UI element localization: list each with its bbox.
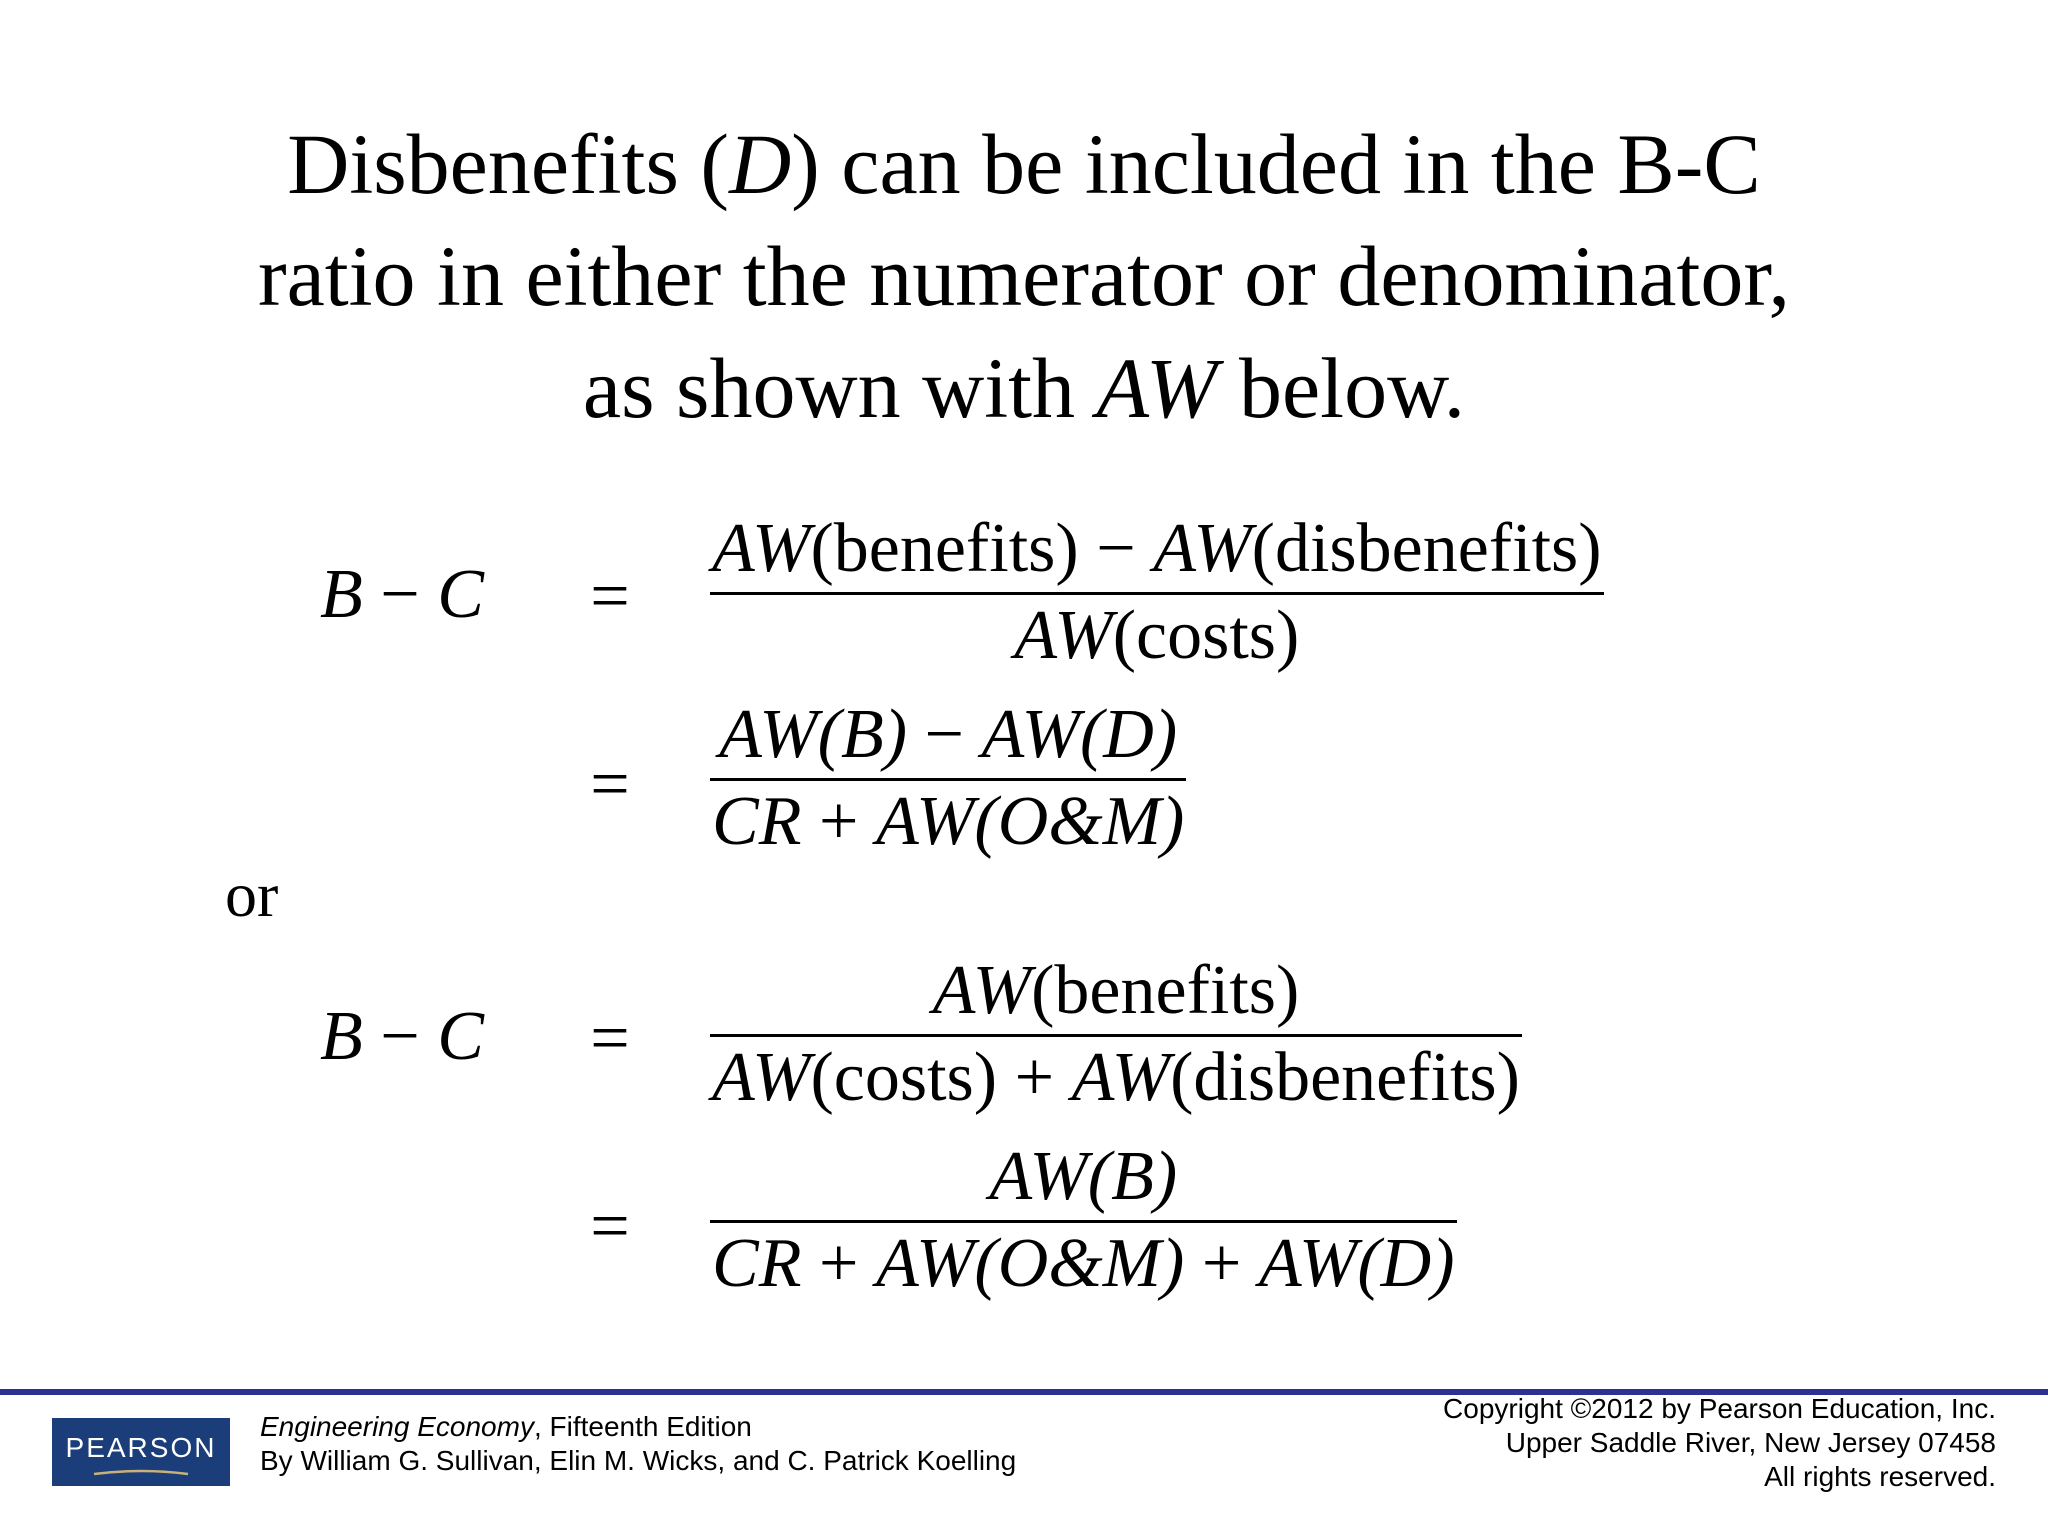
var-c: C — [437, 556, 484, 633]
var-aw: AW — [719, 696, 818, 773]
copyright-line-3: All rights reserved. — [1764, 1461, 1996, 1492]
book-authors: By William G. Sullivan, Elin M. Wicks, and C. Patrick Koelling — [260, 1445, 1017, 1476]
equation-1-fraction — [710, 510, 1604, 674]
heading-text: below. — [1217, 340, 1466, 436]
plus-sign: + — [818, 783, 859, 860]
fraction-bar — [710, 592, 1604, 595]
heading-text: as shown with — [582, 340, 1097, 436]
arg-text: (benefits) — [1031, 952, 1300, 1029]
equation-1-lhs — [320, 556, 520, 633]
logo-swoosh-icon — [92, 1468, 190, 1478]
equation-3-numerator — [710, 952, 1522, 1029]
plus-sign: + — [1014, 1039, 1055, 1116]
copyright-notice — [1443, 1392, 1996, 1494]
var-aw: AW — [989, 1138, 1088, 1215]
var-aw: AW — [875, 783, 975, 860]
var-aw: AW — [981, 696, 1080, 773]
book-title-line — [260, 1410, 1016, 1444]
book-title: Engineering Economy — [260, 1411, 534, 1442]
equation-3-lhs — [320, 998, 520, 1075]
fraction-bar — [710, 1220, 1457, 1223]
equation-2-fraction — [710, 696, 1186, 860]
book-citation — [260, 1410, 1016, 1478]
arg-text: (D) — [1080, 696, 1178, 773]
slide-heading — [0, 108, 2048, 444]
minus-sign: − — [924, 696, 965, 773]
equation-4-fraction — [710, 1138, 1457, 1302]
arg-text: (D) — [1357, 1225, 1455, 1302]
heading-line-1 — [0, 108, 2048, 220]
minus-sign: − — [380, 998, 420, 1075]
var-aw: AW — [712, 510, 811, 587]
var-aw: AW — [1153, 510, 1252, 587]
var-cr: CR — [712, 783, 802, 860]
fraction-bar — [710, 778, 1186, 781]
arg-text: (costs) — [810, 1039, 998, 1116]
var-aw: AW — [875, 1225, 975, 1302]
arg-text: (disbenefits) — [1251, 510, 1602, 587]
equation-3-denominator — [710, 1039, 1522, 1116]
arg-text: (B) — [817, 696, 908, 773]
book-edition: , Fifteenth Edition — [533, 1411, 752, 1442]
heading-variable-d: D — [729, 116, 792, 212]
heading-variable-aw: AW — [1096, 340, 1218, 436]
arg-text: (disbenefits) — [1170, 1039, 1520, 1116]
var-aw: AW — [1071, 1039, 1171, 1116]
minus-sign: − — [1096, 510, 1136, 587]
equation-2-equals: = — [590, 746, 630, 823]
equation-2-numerator — [710, 696, 1186, 773]
var-b: B — [320, 998, 363, 1075]
heading-line-3 — [0, 332, 2048, 444]
var-aw: AW — [1014, 597, 1113, 674]
copyright-line-1: Copyright ©2012 by Pearson Education, Inc. — [1443, 1393, 1996, 1424]
minus-sign: − — [380, 556, 420, 633]
or-connector: or — [225, 859, 279, 930]
pearson-logo — [52, 1418, 230, 1486]
logo-text: PEARSON — [65, 1432, 217, 1463]
equation-3-equals: = — [590, 1000, 630, 1077]
arg-text: (costs) — [1112, 597, 1300, 674]
var-c: C — [437, 998, 484, 1075]
var-cr: CR — [712, 1225, 802, 1302]
equation-4-denominator — [710, 1225, 1457, 1302]
var-aw: AW — [1258, 1225, 1358, 1302]
var-b: B — [320, 556, 363, 633]
arg-text: (O&M) — [974, 783, 1185, 860]
arg-text: (O&M) — [974, 1225, 1185, 1302]
equation-1-denominator — [710, 597, 1604, 674]
equation-2-denominator — [710, 783, 1186, 860]
heading-text: Disbenefits ( — [287, 116, 730, 212]
var-aw: AW — [932, 952, 1032, 1029]
var-aw: AW — [712, 1039, 811, 1116]
equation-3-fraction — [710, 952, 1522, 1116]
equation-1-numerator — [710, 510, 1604, 587]
arg-text: (B) — [1087, 1138, 1178, 1215]
arg-text: (benefits) — [810, 510, 1079, 587]
equation-1-equals: = — [590, 558, 630, 635]
copyright-line-2: Upper Saddle River, New Jersey 07458 — [1505, 1427, 1996, 1458]
heading-line-2: ratio in either the numerator or denominator, — [257, 228, 1791, 324]
equation-4-equals: = — [590, 1188, 630, 1265]
heading-text: ) can be included in the B-C — [791, 116, 1761, 212]
equation-4-numerator — [710, 1138, 1457, 1215]
plus-sign: + — [1201, 1225, 1242, 1302]
plus-sign: + — [818, 1225, 859, 1302]
fraction-bar — [710, 1034, 1522, 1037]
